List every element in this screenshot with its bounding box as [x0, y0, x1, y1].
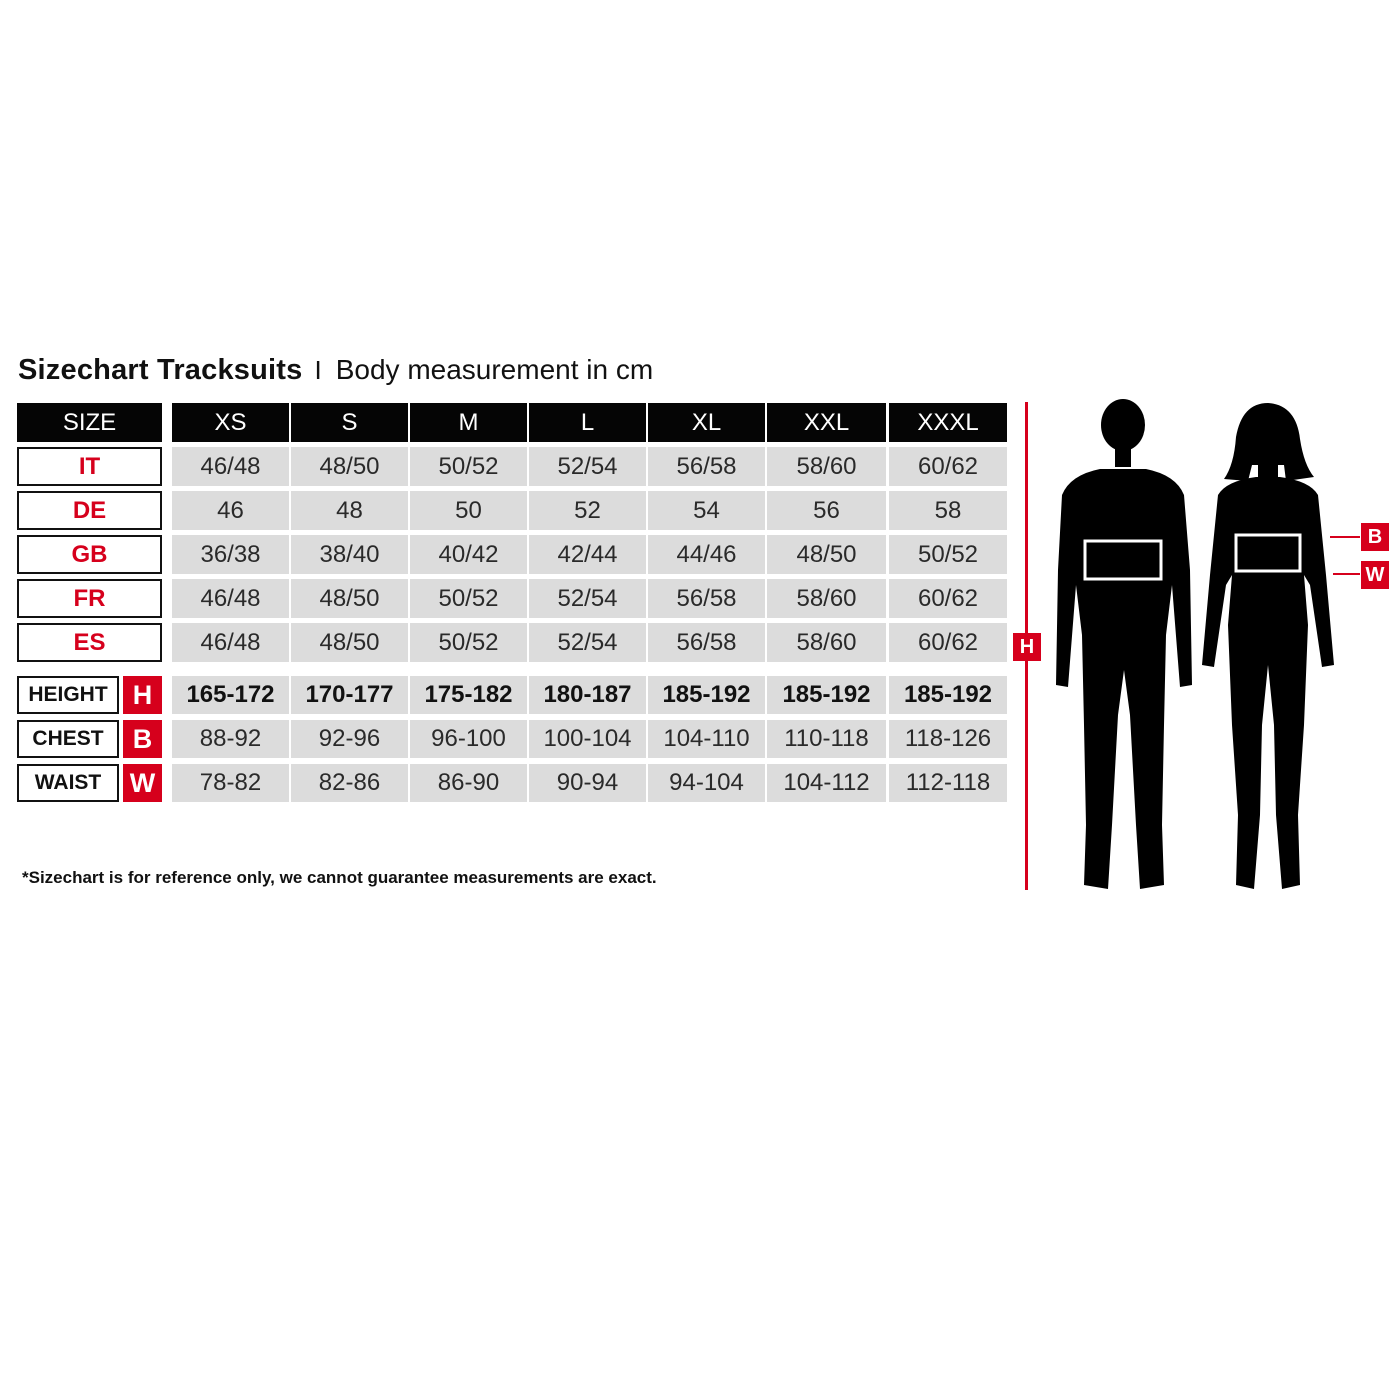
measurement-value-cell: 92-96: [291, 720, 408, 758]
measurement-value-cell: 94-104: [648, 764, 765, 802]
size-value-cell: 38/40: [291, 535, 408, 574]
measurement-value-cell: 90-94: [529, 764, 646, 802]
size-value-cell: 58/60: [767, 447, 886, 486]
size-value-cell: 52/54: [529, 579, 646, 618]
female-silhouette-icon: [1202, 403, 1334, 889]
size-value-cell: 50: [410, 491, 527, 530]
measurement-value-cell: 112-118: [889, 764, 1007, 802]
size-value-cell: 48/50: [291, 579, 408, 618]
measurement-badge: B: [123, 720, 162, 758]
measurement-value-cell: 104-112: [767, 764, 886, 802]
measurement-label: WAIST: [17, 764, 119, 802]
size-value-cell: 60/62: [889, 623, 1007, 662]
measurement-value-cell: 86-90: [410, 764, 527, 802]
chart-title: [18, 350, 653, 390]
size-value-cell: 48/50: [767, 535, 886, 574]
measurement-value-cell: 165-172: [172, 676, 289, 714]
measurement-value-cell: 170-177: [291, 676, 408, 714]
region-label: ES: [17, 623, 162, 662]
measurement-label: HEIGHT: [17, 676, 119, 714]
size-value-cell: 58: [889, 491, 1007, 530]
measurement-value-cell: 185-192: [648, 676, 765, 714]
size-value-cell: 56/58: [648, 447, 765, 486]
region-label: IT: [17, 447, 162, 486]
size-value-cell: 44/46: [648, 535, 765, 574]
size-value-cell: 46: [172, 491, 289, 530]
measurement-label: CHEST: [17, 720, 119, 758]
size-column-header: M: [410, 403, 527, 442]
title-subtitle: Body measurement in cm: [335, 354, 654, 385]
size-value-cell: 46/48: [172, 579, 289, 618]
height-badge: H: [1013, 633, 1041, 661]
size-value-cell: 50/52: [410, 623, 527, 662]
measurement-value-cell: 96-100: [410, 720, 527, 758]
region-label: DE: [17, 491, 162, 530]
title-separator: I: [314, 354, 322, 385]
size-value-cell: 60/62: [889, 447, 1007, 486]
size-value-cell: 56/58: [648, 623, 765, 662]
size-column-header: S: [291, 403, 408, 442]
measurement-value-cell: 104-110: [648, 720, 765, 758]
size-column-header: XL: [648, 403, 765, 442]
measurement-value-cell: 185-192: [889, 676, 1007, 714]
size-value-cell: 60/62: [889, 579, 1007, 618]
measurement-badge: W: [123, 764, 162, 802]
size-value-cell: 50/52: [410, 579, 527, 618]
region-label: FR: [17, 579, 162, 618]
size-value-cell: 50/52: [410, 447, 527, 486]
size-value-cell: 40/42: [410, 535, 527, 574]
size-column-header: L: [529, 403, 646, 442]
measurement-value-cell: 175-182: [410, 676, 527, 714]
size-column-header: XS: [172, 403, 289, 442]
size-value-cell: 50/52: [889, 535, 1007, 574]
size-value-cell: 46/48: [172, 623, 289, 662]
size-value-cell: 48: [291, 491, 408, 530]
size-column-header: XXL: [767, 403, 886, 442]
size-value-cell: 48/50: [291, 623, 408, 662]
chest-badge: B: [1361, 523, 1389, 551]
male-silhouette-icon: [1056, 399, 1192, 889]
measurement-value-cell: 100-104: [529, 720, 646, 758]
size-column-header: XXXL: [889, 403, 1007, 442]
size-value-cell: 54: [648, 491, 765, 530]
size-value-cell: 52/54: [529, 447, 646, 486]
size-value-cell: 36/38: [172, 535, 289, 574]
size-value-cell: 52: [529, 491, 646, 530]
size-header-cell: SIZE: [17, 403, 162, 442]
size-value-cell: 58/60: [767, 623, 886, 662]
size-value-cell: 58/60: [767, 579, 886, 618]
measurement-value-cell: 78-82: [172, 764, 289, 802]
body-silhouettes: [1040, 395, 1340, 895]
size-value-cell: 46/48: [172, 447, 289, 486]
disclaimer-note: *Sizechart is for reference only, we cannot guarantee measurements are exact.: [22, 868, 657, 887]
measurement-value-cell: 110-118: [767, 720, 886, 758]
waist-badge: W: [1361, 561, 1389, 589]
size-value-cell: 42/44: [529, 535, 646, 574]
size-value-cell: 56/58: [648, 579, 765, 618]
region-label: GB: [17, 535, 162, 574]
measurement-value-cell: 88-92: [172, 720, 289, 758]
measurement-badge: H: [123, 676, 162, 714]
measurement-value-cell: 82-86: [291, 764, 408, 802]
title-main: Sizechart Tracksuits: [18, 353, 303, 386]
size-value-cell: 48/50: [291, 447, 408, 486]
size-value-cell: 52/54: [529, 623, 646, 662]
measurement-value-cell: 185-192: [767, 676, 886, 714]
measurement-value-cell: 118-126: [889, 720, 1007, 758]
measurement-value-cell: 180-187: [529, 676, 646, 714]
size-value-cell: 56: [767, 491, 886, 530]
